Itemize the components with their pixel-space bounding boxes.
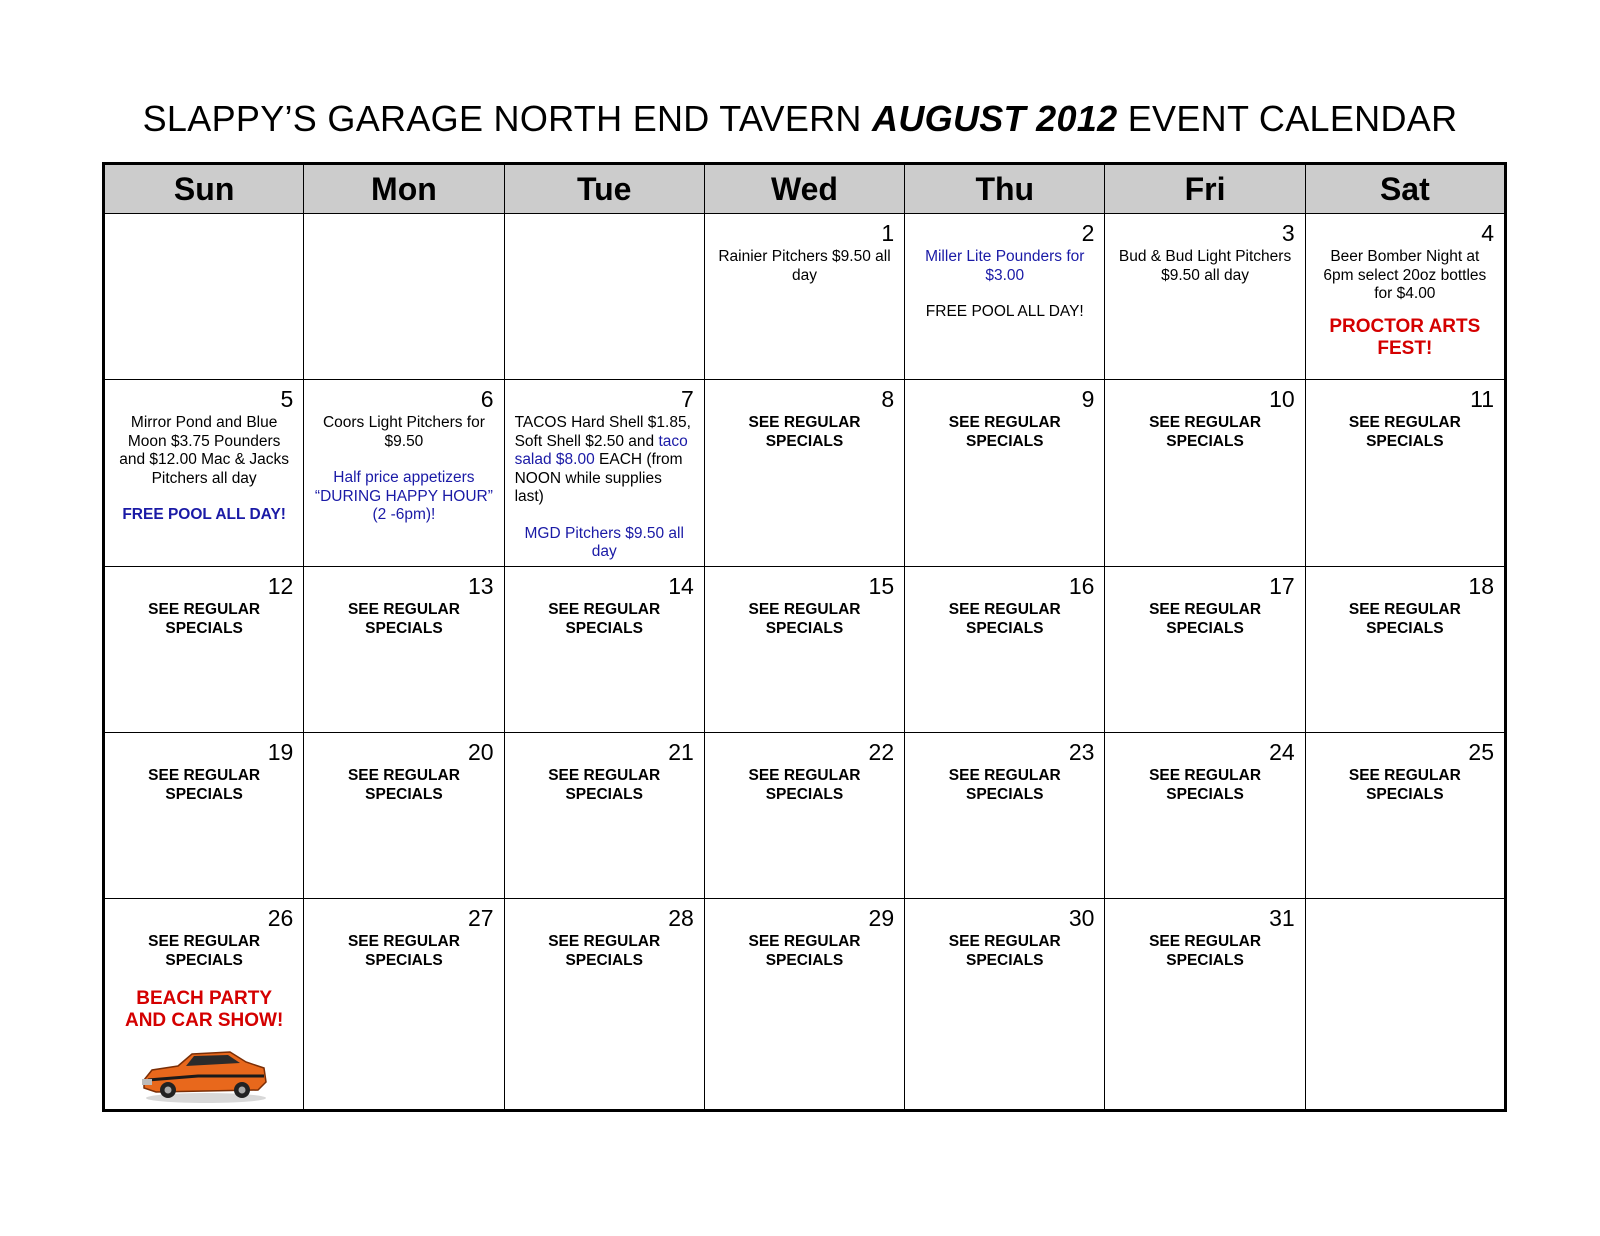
day-number: 9	[1081, 386, 1095, 412]
empty-day	[104, 214, 304, 380]
regular-specials: SEE REGULAR SPECIALS	[948, 933, 1061, 969]
day-cell-22	[704, 733, 904, 899]
day-cell-19	[104, 733, 304, 899]
regular-specials: SEE REGULAR SPECIALS	[148, 933, 261, 969]
event-text: TACOS Hard Shell $1.85, Soft Shell $2.50 and	[514, 414, 691, 450]
week-row	[104, 567, 1506, 733]
day-number: 24	[1269, 739, 1295, 765]
day-cell-11	[1305, 380, 1505, 567]
day-cell-7	[504, 380, 704, 567]
day-number: 11	[1470, 386, 1494, 412]
day-cell-5	[104, 380, 304, 567]
day-cell-29	[704, 899, 904, 1111]
day-number: 19	[267, 739, 294, 765]
day-cell-3	[1105, 214, 1305, 380]
day-cell-1	[704, 214, 904, 380]
event-text-highlight: taco salad $8.00	[514, 432, 688, 468]
day-number: 29	[868, 905, 895, 931]
week-row	[104, 733, 1506, 899]
day-cell-18	[1305, 567, 1505, 733]
regular-specials: SEE REGULAR SPECIALS	[1149, 414, 1262, 450]
day-cell-4	[1305, 214, 1505, 380]
regular-specials: SEE REGULAR SPECIALS	[347, 601, 460, 637]
regular-specials: SEE REGULAR SPECIALS	[548, 933, 661, 969]
day-number: 20	[467, 739, 494, 765]
week-row	[104, 214, 1506, 380]
title-venue: SLAPPY’S GARAGE NORTH END TAVERN	[142, 98, 873, 139]
day-number: 26	[267, 905, 294, 931]
day-number: 6	[480, 386, 494, 412]
empty-day	[504, 214, 704, 380]
day-cell-24	[1105, 733, 1305, 899]
day-number: 3	[1281, 220, 1295, 246]
regular-specials: SEE REGULAR SPECIALS	[748, 933, 861, 969]
day-number: 4	[1481, 220, 1494, 246]
regular-specials: SEE REGULAR SPECIALS	[347, 933, 460, 969]
day-cell-20	[304, 733, 504, 899]
day-cell-21	[504, 733, 704, 899]
empty-day	[1305, 899, 1505, 1111]
regular-specials: SEE REGULAR SPECIALS	[347, 767, 460, 803]
regular-specials: SEE REGULAR SPECIALS	[1149, 767, 1262, 803]
day-number: 5	[280, 386, 294, 412]
regular-specials: SEE REGULAR SPECIALS	[948, 601, 1061, 637]
day-number: 10	[1269, 386, 1295, 412]
day-event: Coors Light Pitchers for $9.50	[322, 414, 485, 450]
day-event-highlight: Half price appetizers “DURING HAPPY HOUR” (2 -6pm)!	[314, 469, 493, 523]
title-suffix: EVENT CALENDAR	[1117, 98, 1458, 139]
day-event-highlight: MGD Pitchers $9.50 all day	[524, 524, 684, 560]
day-cell-25	[1305, 733, 1505, 899]
day-cell-31	[1105, 899, 1305, 1111]
day-cell-13	[304, 567, 504, 733]
day-number: 12	[267, 573, 294, 599]
regular-specials: SEE REGULAR SPECIALS	[748, 601, 861, 637]
day-cell-16	[905, 567, 1105, 733]
day-number: 17	[1269, 573, 1295, 599]
weekday-sun: Sun	[104, 164, 304, 214]
day-cell-27	[304, 899, 504, 1111]
day-event-highlight: Miller Lite Pounders for $3.00	[925, 248, 1085, 284]
regular-specials: SEE REGULAR SPECIALS	[1149, 601, 1262, 637]
title-month: AUGUST 2012	[872, 98, 1118, 139]
day-number: 21	[668, 739, 694, 765]
day-event-highlight: FREE POOL ALL DAY!	[122, 506, 286, 523]
muscle-car-icon	[138, 1046, 270, 1104]
day-event-feature: BEACH PARTY AND CAR SHOW!	[124, 988, 284, 1031]
weekday-fri: Fri	[1105, 164, 1305, 214]
day-number: 30	[1068, 905, 1095, 931]
regular-specials: SEE REGULAR SPECIALS	[148, 767, 261, 803]
regular-specials: SEE REGULAR SPECIALS	[148, 601, 261, 637]
day-number: 22	[868, 739, 895, 765]
day-cell-17	[1105, 567, 1305, 733]
week-row	[104, 380, 1506, 567]
day-cell-28	[504, 899, 704, 1111]
day-event: Beer Bomber Night at 6pm select 20oz bottles for $4.00	[1323, 248, 1487, 302]
weekday-tue: Tue	[504, 164, 704, 214]
day-number: 2	[1081, 220, 1095, 246]
regular-specials: SEE REGULAR SPECIALS	[948, 414, 1061, 450]
day-number: 8	[881, 386, 895, 412]
day-cell-6	[304, 380, 504, 567]
regular-specials: SEE REGULAR SPECIALS	[748, 767, 861, 803]
day-event: Rainier Pitchers $9.50 all day	[718, 248, 891, 284]
day-cell-23	[905, 733, 1105, 899]
regular-specials: SEE REGULAR SPECIALS	[1348, 767, 1461, 803]
day-cell-30	[905, 899, 1105, 1111]
day-cell-14	[504, 567, 704, 733]
day-event: Mirror Pond and Blue Moon $3.75 Pounders and $12.00 Mac & Jacks Pitchers all day	[119, 414, 290, 487]
day-number: 31	[1269, 905, 1295, 931]
empty-day	[304, 214, 504, 380]
regular-specials: SEE REGULAR SPECIALS	[748, 414, 861, 450]
event-text: EACH (from NOON while supplies last)	[514, 451, 683, 505]
weekday-thu: Thu	[905, 164, 1105, 214]
weekday-mon: Mon	[304, 164, 504, 214]
day-number: 7	[681, 386, 694, 412]
regular-specials: SEE REGULAR SPECIALS	[1348, 601, 1461, 637]
day-cell-2	[905, 214, 1105, 380]
day-number: 15	[868, 573, 895, 599]
event-calendar	[102, 162, 1507, 1112]
weekday-sat: Sat	[1305, 164, 1505, 214]
day-event	[515, 414, 694, 507]
day-number: 13	[467, 573, 494, 599]
regular-specials: SEE REGULAR SPECIALS	[548, 601, 661, 637]
day-cell-10	[1105, 380, 1305, 567]
regular-specials: SEE REGULAR SPECIALS	[548, 767, 661, 803]
day-number: 16	[1068, 573, 1095, 599]
regular-specials: SEE REGULAR SPECIALS	[1348, 414, 1461, 450]
calendar-title	[0, 98, 1600, 140]
day-number: 28	[668, 905, 694, 931]
day-cell-15	[704, 567, 904, 733]
day-number: 23	[1068, 739, 1095, 765]
day-number: 1	[881, 220, 895, 246]
day-cell-9	[905, 380, 1105, 567]
day-event: FREE POOL ALL DAY!	[925, 303, 1084, 320]
day-cell-12	[104, 567, 304, 733]
weekday-wed: Wed	[704, 164, 904, 214]
day-cell-8	[704, 380, 904, 567]
regular-specials: SEE REGULAR SPECIALS	[1149, 933, 1262, 969]
weekday-header-row	[104, 164, 1506, 214]
regular-specials: SEE REGULAR SPECIALS	[948, 767, 1061, 803]
day-cell-26	[104, 899, 304, 1111]
week-row	[104, 899, 1506, 1111]
day-number: 14	[668, 573, 694, 599]
day-number: 18	[1468, 573, 1494, 599]
day-event-feature: PROCTOR ARTS FEST!	[1329, 315, 1481, 359]
day-number: 25	[1468, 739, 1494, 765]
day-event: Bud & Bud Light Pitchers $9.50 all day	[1118, 248, 1292, 284]
day-number: 27	[467, 905, 494, 931]
